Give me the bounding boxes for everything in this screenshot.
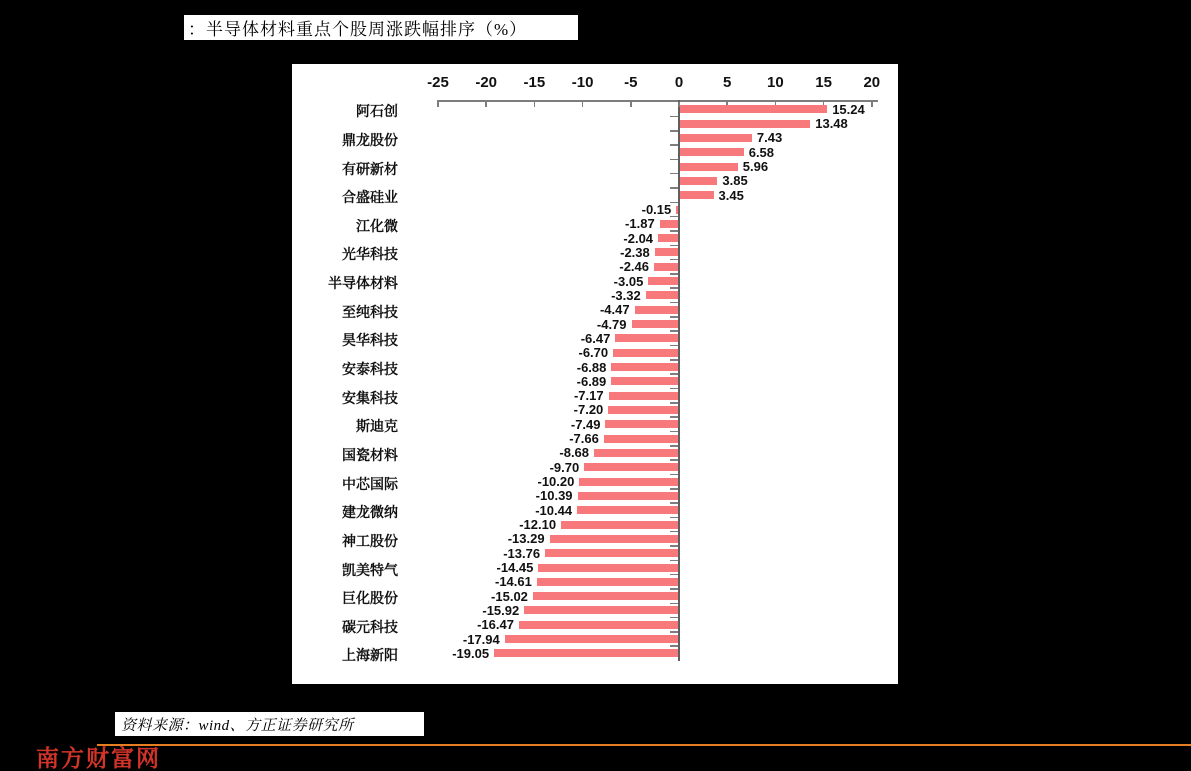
bar-value-label: -6.88 xyxy=(576,359,607,375)
bar xyxy=(609,392,678,400)
bar xyxy=(680,148,743,156)
category-label: 中芯国际 xyxy=(342,475,398,492)
bar xyxy=(561,521,678,529)
category-label: 半导体材料 xyxy=(328,275,398,292)
category-axis-tick-mark xyxy=(670,445,677,447)
bar-value-label: -2.46 xyxy=(619,259,649,275)
category-label: 阿石创 xyxy=(356,103,398,120)
category-axis-tick-mark xyxy=(670,259,677,261)
bar-value-label: -10.20 xyxy=(537,474,575,490)
category-axis-tick-mark xyxy=(670,574,677,576)
bar xyxy=(648,277,677,285)
value-axis-tick-label: -25 xyxy=(427,74,449,91)
bar xyxy=(680,120,810,128)
bar-value-label: -8.68 xyxy=(559,445,590,461)
bar xyxy=(611,363,677,371)
bar-value-label: -4.79 xyxy=(596,316,627,332)
category-label: 碳元科技 xyxy=(342,618,398,635)
bar xyxy=(538,564,677,572)
bar-value-label: -17.94 xyxy=(462,631,500,647)
bar xyxy=(519,621,678,629)
bar-value-label: 13.48 xyxy=(815,116,848,132)
bar xyxy=(655,248,678,256)
category-axis-tick-mark xyxy=(670,474,677,476)
category-axis-tick-mark xyxy=(670,159,677,161)
category-axis-tick-mark xyxy=(670,245,677,247)
category-axis-tick-mark xyxy=(670,359,677,361)
bar xyxy=(611,377,677,385)
bar-value-label: -6.89 xyxy=(576,373,607,389)
bar xyxy=(533,592,678,600)
value-axis-tick-label: -10 xyxy=(571,74,594,91)
category-axis-tick-mark xyxy=(670,402,677,404)
category-label: 安集科技 xyxy=(342,389,398,406)
bar-value-label: -0.15 xyxy=(641,202,672,217)
bar xyxy=(579,478,677,486)
bar-value-label: -14.45 xyxy=(496,560,534,575)
bar xyxy=(608,406,677,414)
bar-value-label: -7.20 xyxy=(573,402,604,418)
value-axis-tick-label: -15 xyxy=(523,74,546,91)
bar-value-label: -7.66 xyxy=(569,431,599,447)
bar xyxy=(680,134,752,142)
category-axis-tick-mark xyxy=(670,502,677,504)
value-axis-tick-mark xyxy=(534,102,536,107)
category-label: 安泰科技 xyxy=(342,361,398,378)
bar-value-label: -15.92 xyxy=(482,602,520,618)
category-label: 神工股份 xyxy=(342,532,398,549)
category-axis-tick-mark xyxy=(670,517,677,519)
category-label: 巨化股份 xyxy=(342,590,398,607)
value-axis-tick-mark xyxy=(871,102,873,107)
bar xyxy=(654,263,678,271)
category-label: 至纯科技 xyxy=(342,303,398,320)
category-axis-tick-mark xyxy=(670,144,677,146)
bar xyxy=(680,191,713,199)
category-axis-tick-mark xyxy=(670,588,677,590)
bar-value-label: -2.38 xyxy=(620,244,650,260)
bar xyxy=(584,463,678,471)
category-label: 凯美特气 xyxy=(342,561,398,578)
bar xyxy=(646,291,678,299)
category-axis-tick-mark xyxy=(670,631,677,633)
bar xyxy=(594,449,678,457)
category-axis-tick-mark xyxy=(670,230,677,232)
category-axis-tick-mark xyxy=(670,617,677,619)
category-axis-tick-mark xyxy=(670,531,677,533)
footer-watermark-clipped: 南方财富网 xyxy=(36,745,161,771)
plot-area xyxy=(292,64,898,684)
bar-value-label: -13.76 xyxy=(503,545,541,561)
footer-divider-line xyxy=(97,744,1191,746)
value-axis-tick-mark xyxy=(582,102,584,107)
category-axis-tick-mark xyxy=(670,116,677,118)
bar-value-label: -3.05 xyxy=(613,273,644,289)
bar xyxy=(604,435,678,443)
bar xyxy=(494,649,678,657)
category-axis-tick-mark xyxy=(670,302,677,304)
category-label: 建龙微纳 xyxy=(342,504,398,521)
category-axis-tick-mark xyxy=(670,130,677,132)
value-axis-tick-label: 15 xyxy=(815,74,832,91)
category-label: 昊华科技 xyxy=(342,332,398,349)
bar-value-label: -6.70 xyxy=(578,345,609,361)
chart-panel xyxy=(292,64,898,684)
value-axis-line xyxy=(437,100,878,102)
bar xyxy=(680,105,827,113)
bar xyxy=(537,578,678,586)
category-axis-tick-mark xyxy=(670,316,677,318)
value-axis-tick-mark xyxy=(485,102,487,107)
bar xyxy=(680,177,717,185)
category-axis-tick-mark xyxy=(670,488,677,490)
source-note-box xyxy=(114,711,425,737)
category-axis-tick-mark xyxy=(670,560,677,562)
bar-value-label: -4.47 xyxy=(599,302,630,318)
category-axis-tick-mark xyxy=(670,431,677,433)
category-label: 国瓷材料 xyxy=(342,446,398,463)
category-axis-tick-mark xyxy=(670,287,677,289)
value-axis-tick-mark xyxy=(437,102,439,107)
category-axis-tick-mark xyxy=(670,330,677,332)
value-axis-tick-label: 10 xyxy=(767,74,784,91)
category-axis-tick-mark xyxy=(670,216,677,218)
bar-value-label: 7.43 xyxy=(756,130,783,146)
category-axis-tick-mark xyxy=(670,388,677,390)
bar-value-label: 15.24 xyxy=(832,101,865,117)
value-axis-tick-label: 0 xyxy=(674,74,684,91)
bar xyxy=(545,549,678,557)
bar-value-label: -6.47 xyxy=(580,330,611,346)
bar xyxy=(680,163,737,171)
category-label: 有研新材 xyxy=(342,160,398,177)
category-axis-tick-mark xyxy=(670,545,677,547)
category-label: 上海新阳 xyxy=(342,647,398,664)
category-axis-tick-mark xyxy=(670,603,677,605)
category-axis-tick-mark xyxy=(670,416,677,418)
category-label: 光华科技 xyxy=(342,246,398,263)
bar xyxy=(676,206,677,214)
bar xyxy=(635,306,678,314)
category-label: 合盛硅业 xyxy=(342,189,398,206)
value-axis-tick-mark xyxy=(630,102,632,107)
bar xyxy=(613,349,678,357)
bar xyxy=(605,420,677,428)
bar-value-label: -1.87 xyxy=(625,216,655,232)
category-label: 江化微 xyxy=(356,217,398,234)
bar-value-label: -13.29 xyxy=(507,531,545,547)
category-axis-tick-mark xyxy=(670,345,677,347)
bar-value-label: -2.04 xyxy=(623,230,654,246)
bar xyxy=(577,506,678,514)
source-note: 资料来源：wind、方正证券研究所 xyxy=(121,717,354,734)
chart-title: ：半导体材料重点个股周涨跌幅排序（%） xyxy=(188,20,528,39)
bar xyxy=(550,535,678,543)
bar-value-label: -19.05 xyxy=(452,645,490,661)
category-axis-tick-mark xyxy=(670,187,677,189)
bar xyxy=(505,635,678,643)
chart-title-box xyxy=(183,14,579,41)
bar-value-label: -16.47 xyxy=(477,617,514,633)
bar xyxy=(660,220,678,228)
bar-value-label: -14.61 xyxy=(495,574,532,590)
value-axis-tick-label: -20 xyxy=(475,74,498,91)
category-label: 鼎龙股份 xyxy=(342,131,398,148)
bar-value-label: -10.39 xyxy=(535,488,573,504)
bar xyxy=(658,234,678,242)
bar xyxy=(524,606,677,614)
category-axis-tick-mark xyxy=(670,173,677,175)
bar-value-label: -3.32 xyxy=(611,287,641,303)
bar xyxy=(615,334,677,342)
bar-value-label: 3.45 xyxy=(718,187,744,203)
category-label: 斯迪克 xyxy=(356,418,398,435)
value-axis-tick-label: 5 xyxy=(723,74,732,91)
bar-value-label: -15.02 xyxy=(491,588,528,604)
bar xyxy=(578,492,678,500)
category-axis-tick-mark xyxy=(670,373,677,375)
bar-value-label: -9.70 xyxy=(549,459,580,475)
bar-value-label: 3.85 xyxy=(722,173,748,189)
category-axis-tick-mark xyxy=(670,459,677,461)
bar-value-label: 5.96 xyxy=(742,159,769,175)
bar-value-label: -7.17 xyxy=(573,388,604,404)
category-axis-tick-mark xyxy=(670,202,677,204)
category-axis-tick-mark xyxy=(670,273,677,275)
bar-value-label: -12.10 xyxy=(519,517,557,533)
bar xyxy=(632,320,678,328)
bar-value-label: -10.44 xyxy=(535,502,573,518)
bar-value-label: 6.58 xyxy=(748,144,775,160)
value-axis-tick-label: 20 xyxy=(863,74,881,91)
value-axis-tick-label: -5 xyxy=(624,74,638,91)
bar-value-label: -7.49 xyxy=(570,416,601,432)
category-axis-tick-mark xyxy=(670,645,677,647)
